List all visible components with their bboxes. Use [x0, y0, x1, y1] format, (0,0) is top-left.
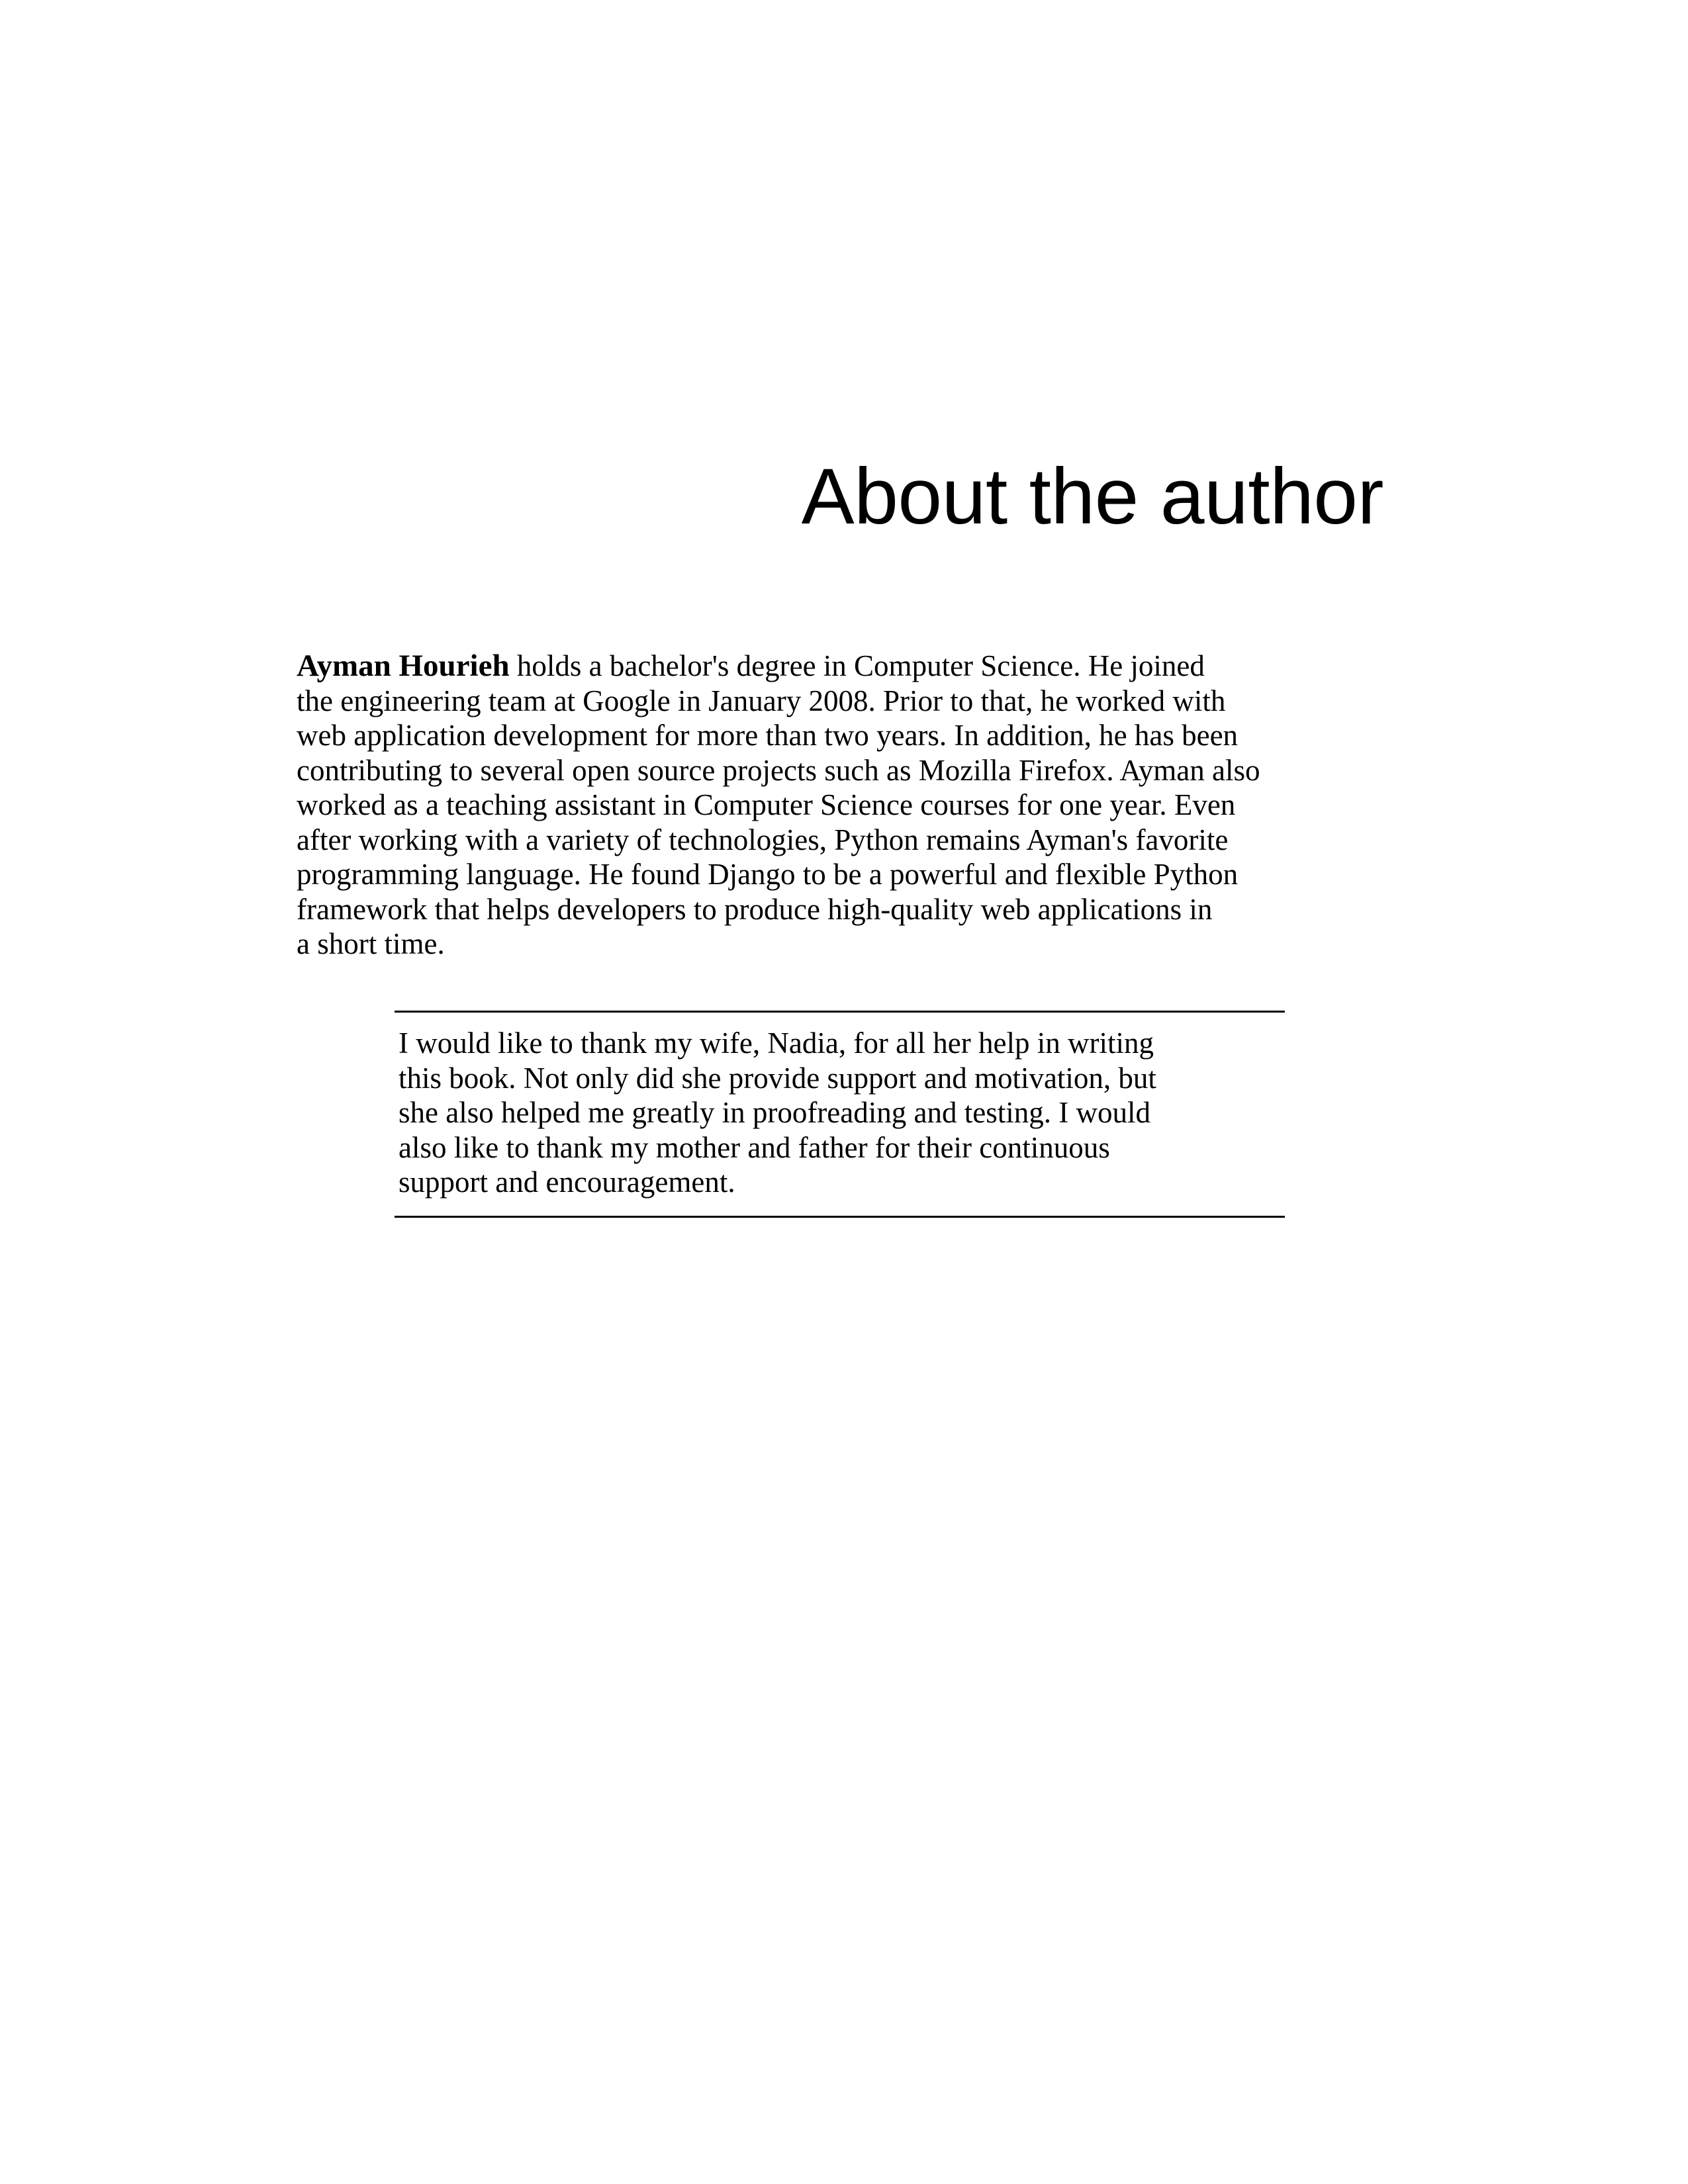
bio-line: worked as a teaching assistant in Computer Science courses for one year. Even: [297, 788, 1236, 821]
author-name: Ayman Hourieh: [297, 649, 510, 683]
acknowledgement-line: support and encouragement.: [399, 1165, 735, 1199]
bio-line-text: holds a bachelor's degree in Computer Science. He joined: [509, 649, 1205, 682]
acknowledgement-line: I would like to thank my wife, Nadia, for all her help in writing: [399, 1026, 1154, 1060]
page-title: About the author: [801, 452, 1383, 541]
bio-line: [297, 649, 1342, 684]
bio-line: a short time.: [297, 927, 445, 960]
acknowledgement-line: this book. Not only did she provide support and motivation, but: [399, 1061, 1156, 1095]
bio-line: after working with a variety of technologies, Python remains Ayman's favorite: [297, 823, 1229, 856]
acknowledgement-box: [395, 1011, 1285, 1218]
bio-line: framework that helps developers to produce high-quality web applications in: [297, 892, 1213, 926]
author-bio-paragraph: [297, 649, 1342, 962]
bio-line: programming language. He found Django to be a powerful and flexible Python: [297, 858, 1239, 891]
bio-line: contributing to several open source projects such as Mozilla Firefox. Ayman also: [297, 753, 1260, 787]
bio-line: web application development for more than two years. In addition, he has been: [297, 719, 1239, 752]
bio-line: the engineering team at Google in January 2008. Prior to that, he worked with: [297, 684, 1226, 717]
acknowledgement-paragraph: [395, 1026, 1285, 1200]
acknowledgement-line: also like to thank my mother and father for their continuous: [399, 1130, 1110, 1164]
acknowledgement-line: she also helped me greatly in proofreading and testing. I would: [399, 1096, 1150, 1129]
